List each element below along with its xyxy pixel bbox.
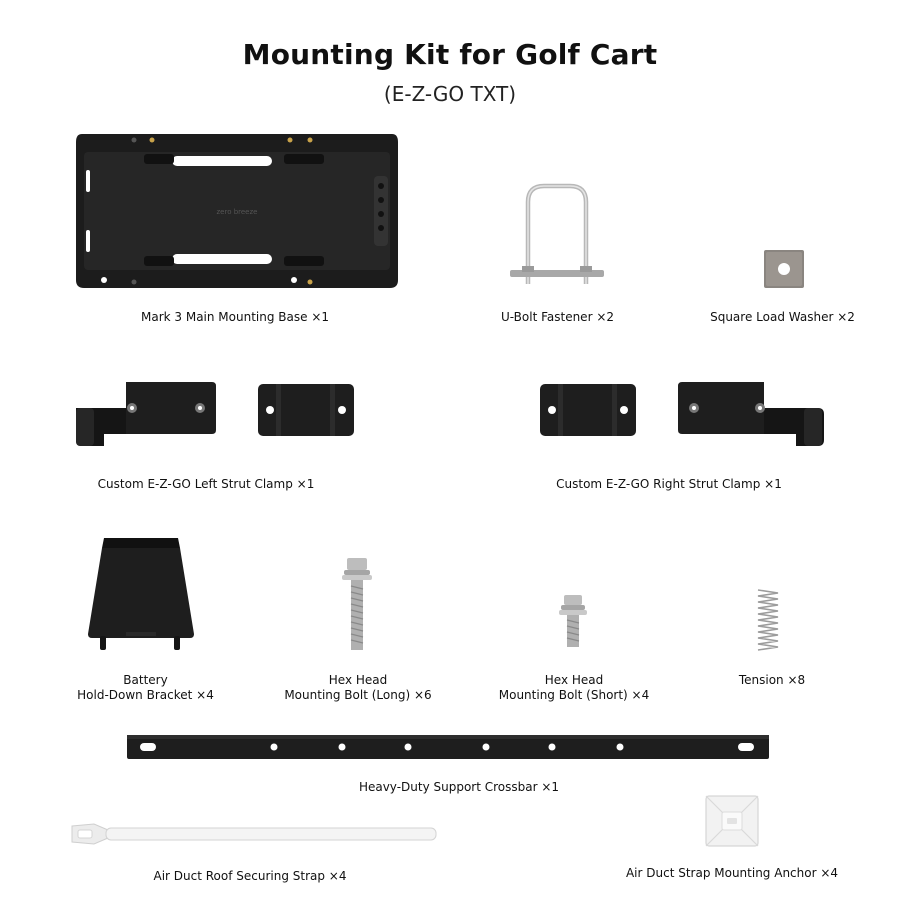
battery-bracket-label-line2: Hold-Down Bracket ×4 [77, 688, 214, 702]
battery-bracket-image [86, 536, 198, 656]
tension-spring-label: Tension ×8 [738, 673, 806, 687]
hex-bolt-short-label [480, 673, 668, 703]
strap-anchor-label: Air Duct Strap Mounting Anchor ×4 [625, 866, 839, 880]
battery-bracket-label-line1: Battery [123, 673, 168, 687]
page-title: Mounting Kit for Golf Cart [242, 38, 658, 71]
strap-label: Air Duct Roof Securing Strap ×4 [153, 869, 347, 883]
hex-bolt-long-label [268, 673, 448, 703]
u-bolt-image [506, 180, 606, 292]
u-bolt-label: U-Bolt Fastener ×2 [500, 310, 615, 324]
hex-bolt-short-image [557, 593, 589, 649]
hex-bolt-long-label-line1: Hex Head [328, 673, 388, 687]
square-washer-image [763, 248, 805, 290]
strap-image [68, 818, 438, 850]
right-strut-clamp-image [538, 380, 828, 452]
main-mounting-base-image [74, 130, 400, 292]
left-strut-clamp-label: Custom E-Z-GO Left Strut Clamp ×1 [97, 477, 315, 491]
hex-bolt-long-label-line2: Mounting Bolt (Long) ×6 [284, 688, 432, 702]
square-washer-label: Square Load Washer ×2 [710, 310, 855, 324]
tension-spring-image [754, 586, 782, 654]
strap-anchor-image [704, 794, 760, 848]
hex-bolt-long-image [340, 556, 374, 652]
main-mounting-base-label: Mark 3 Main Mounting Base ×1 [140, 310, 330, 324]
main-base-logo-text: zero breeze [216, 208, 258, 216]
crossbar-image [126, 734, 770, 760]
crossbar-label: Heavy-Duty Support Crossbar ×1 [358, 780, 560, 794]
battery-bracket-label [58, 673, 233, 703]
right-strut-clamp-label: Custom E-Z-GO Right Strut Clamp ×1 [556, 477, 782, 491]
hex-bolt-short-label-line1: Hex Head [544, 673, 604, 687]
hex-bolt-short-label-line2: Mounting Bolt (Short) ×4 [498, 688, 650, 702]
left-strut-clamp-image [74, 380, 364, 452]
page-subtitle: (E-Z-GO TXT) [383, 82, 517, 106]
